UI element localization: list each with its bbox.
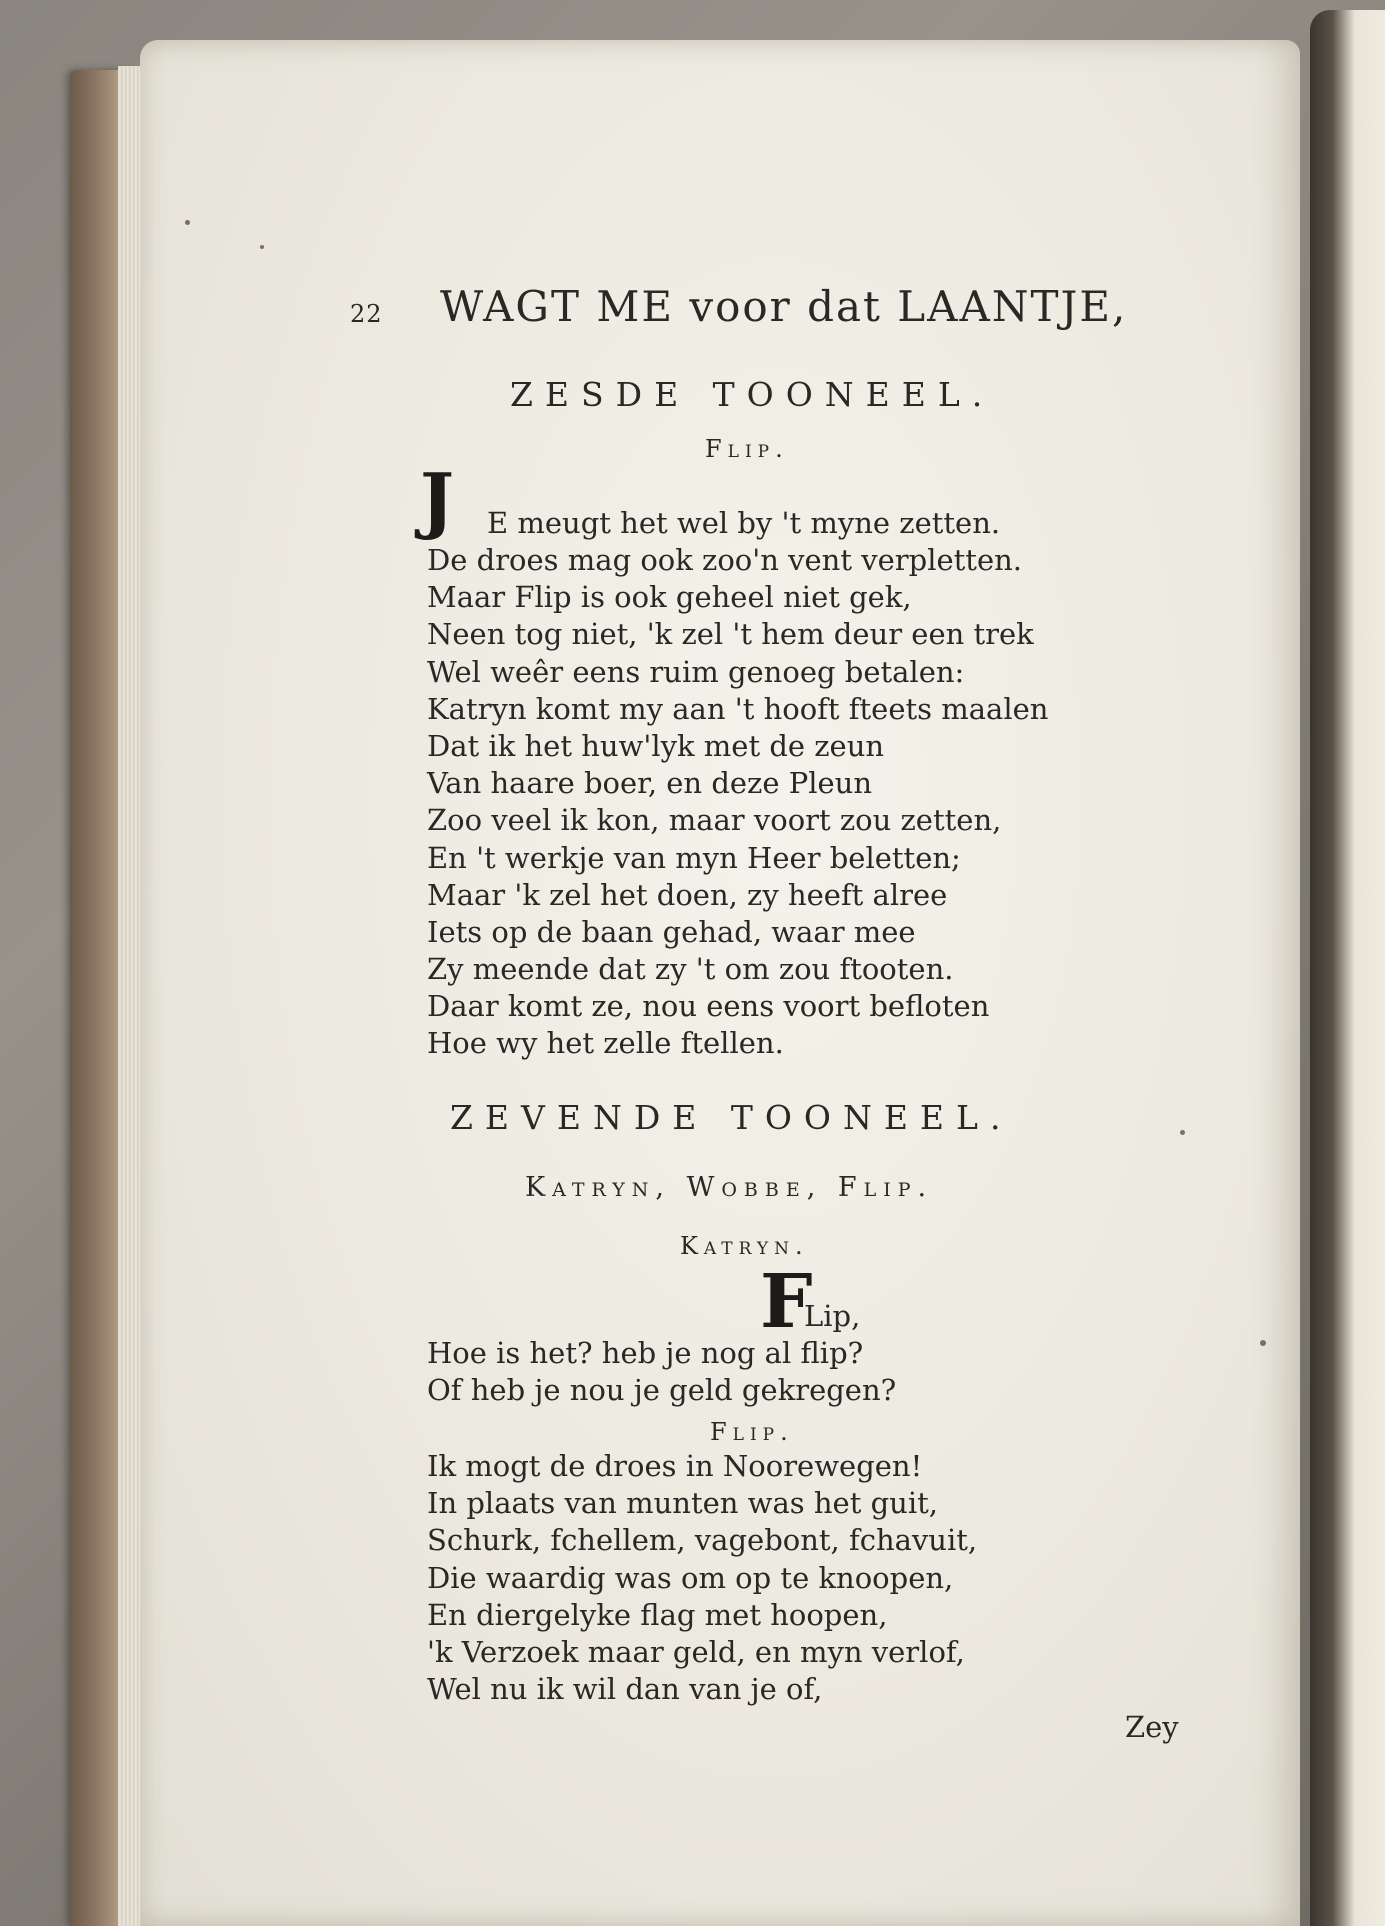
drop-capital: J	[420, 457, 455, 542]
verse-line: Ik mogt de droes in Noorewegen!	[427, 1449, 923, 1483]
scene-heading-zevende: ZEVENDE TOONEEL.	[450, 1098, 1013, 1137]
cast-list: Katryn, Wobbe, Flip.	[525, 1172, 934, 1203]
verse-line: Katryn komt my aan 't hooft fteets maalen	[427, 691, 1049, 726]
verse-line: Daar komt ze, nou eens voort befloten	[427, 989, 990, 1024]
first-verse-line	[487, 505, 1307, 542]
verse-line: Schurk, fchellem, vagebont, fchavuit,	[427, 1523, 978, 1558]
verse-line: Dat ik het huw'lyk met de zeun	[427, 728, 885, 763]
verse-line: Zoo veel ik kon, maar voort zou zetten,	[427, 803, 1002, 838]
page-text	[140, 40, 1300, 1926]
drop-capital: F	[760, 1259, 813, 1345]
speaker-katryn: Katryn.	[680, 1232, 809, 1260]
verse-line: 'k Verzoek maar geld, en myn verlof,	[427, 1634, 965, 1669]
verse-line: Hoe wy het zelle ftellen.	[427, 1026, 784, 1061]
verse-line: Zy meende dat zy 't om zou ftooten.	[427, 952, 954, 987]
page-number: 22	[350, 300, 383, 328]
facing-page-edge	[1310, 10, 1385, 1926]
verse-line: Wel weêr eens ruim genoeg betalen:	[427, 654, 965, 689]
speaker-flip: Flip.	[710, 1418, 794, 1446]
verse-line: Die waardig was om op te knoopen,	[427, 1560, 954, 1595]
verse-line: Maar Flip is ook geheel niet gek,	[427, 580, 912, 615]
scene-heading-zesde: ZESDE TOONEEL.	[510, 375, 995, 414]
verse-block-katryn	[427, 1335, 1247, 1409]
verse-block-scene6	[427, 542, 1247, 1063]
verse-line: Iets op de baan gehad, waar mee	[427, 914, 916, 949]
first-verse-line	[804, 1298, 1385, 1335]
book-page	[140, 40, 1300, 1926]
verse-line: Of heb je nou je geld gekregen?	[427, 1373, 897, 1408]
verse-line: Neen tog niet, 'k zel 't hem deur een trek	[427, 617, 1034, 652]
verse-line: Wel nu ik wil dan van je of,	[427, 1672, 823, 1707]
verse-block-flip	[427, 1448, 1247, 1708]
verse-line: Maar 'k zel het doen, zy heeft alree	[427, 877, 948, 912]
running-title: WAGT ME voor dat LAANTJE,	[440, 282, 1128, 331]
running-head	[350, 272, 1250, 342]
foxing-spot	[1180, 1130, 1185, 1135]
verse-line: Van haare boer, en deze Pleun	[427, 766, 873, 801]
foxing-spot	[260, 245, 264, 249]
verse-line: In plaats van munten was het guit,	[427, 1486, 938, 1521]
verse-line: De droes mag ook zoo'n vent verpletten.	[427, 543, 1022, 577]
verse-line: En diergelyke flag met hoopen,	[427, 1597, 888, 1632]
speaker-flip: Flip.	[705, 435, 789, 463]
foxing-spot	[1260, 1340, 1266, 1346]
verse-line: En 't werkje van myn Heer beletten;	[427, 840, 961, 875]
foxing-spot	[185, 220, 190, 225]
catchword: Zey	[1125, 1710, 1179, 1744]
verse-line: E meugt het wel by 't myne zetten.	[487, 506, 1001, 540]
verse-line: Hoe is het? heb je nog al flip?	[427, 1336, 864, 1370]
verse-line: Lip,	[804, 1299, 861, 1333]
